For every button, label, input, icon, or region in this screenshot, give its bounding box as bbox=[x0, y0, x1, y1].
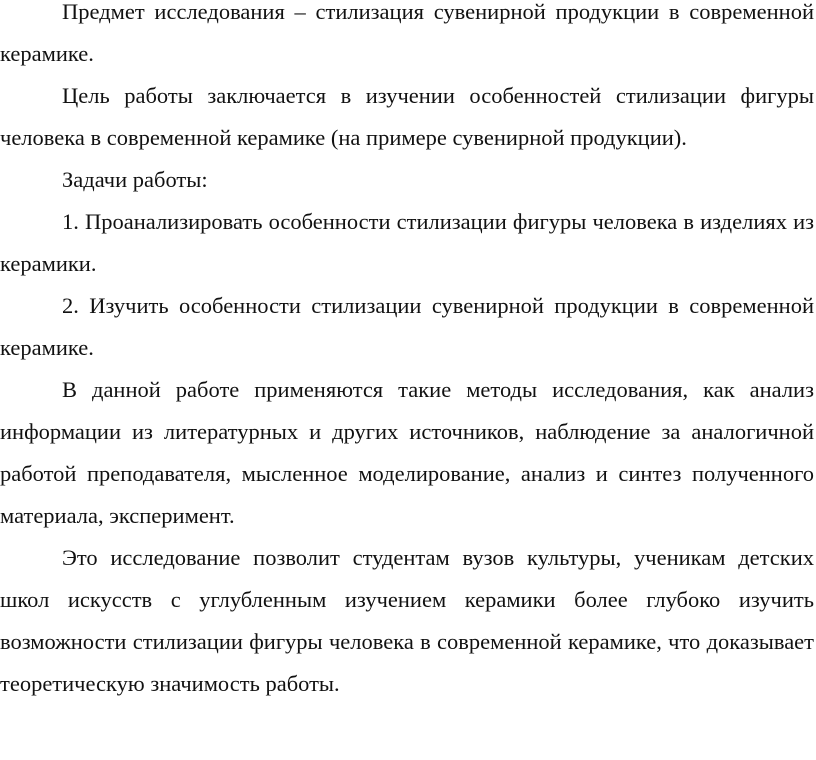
task-item-2: 2. Изучить особенности стилизации сувенирной продукции в современной керамике. bbox=[0, 293, 814, 360]
significance-paragraph: Это исследование позволит студентам вузов культуры, ученикам детских школ искусств с углубленным изучением керамики более глубоко изучить возможности стилизации фигуры человека в современной керамике, что доказывает теоретическую значимость работы. bbox=[0, 545, 814, 696]
research-goal-paragraph: Цель работы заключается в изучении особенностей стилизации фигуры человека в современной керамике (на примере сувенирной продукции). bbox=[0, 83, 814, 150]
task-item-1: 1. Проанализировать особенности стилизации фигуры человека в изделиях из керамики. bbox=[0, 209, 814, 276]
research-subject-paragraph: Предмет исследования – стилизация сувенирной продукции в современной керамике. bbox=[0, 0, 814, 66]
methods-paragraph: В данной работе применяются такие методы исследования, как анализ информации из литературных и других источников, наблюдение за аналогичной работой преподавателя, мысленное моделирование, анализ и синтез полученного материала, эксперимент. bbox=[0, 377, 814, 528]
tasks-heading: Задачи работы: bbox=[62, 167, 208, 192]
